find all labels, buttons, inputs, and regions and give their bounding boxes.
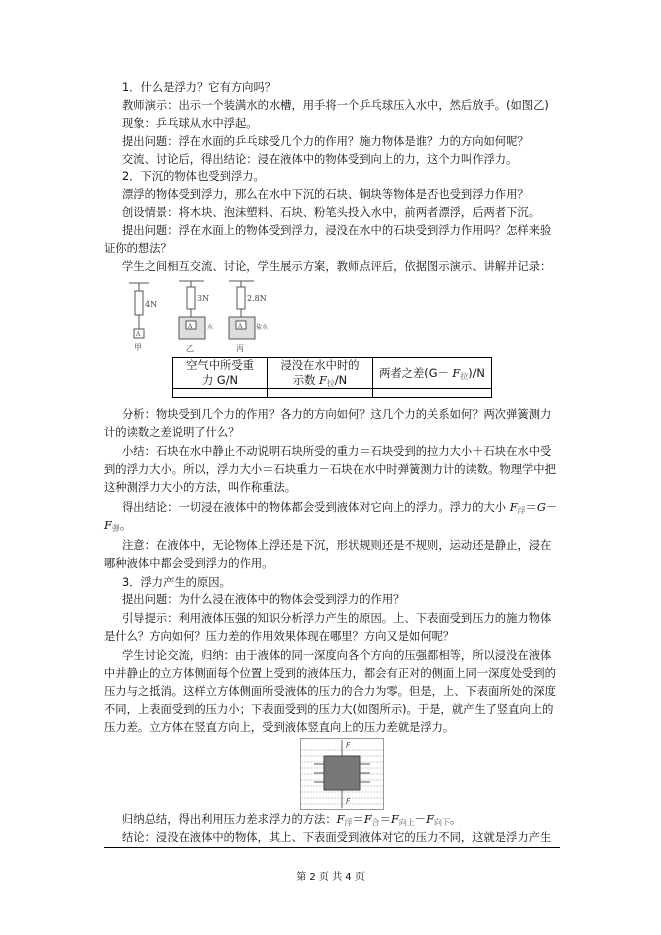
paragraph: 结论：浸没在液体中的物体，其上、下表面受到液体对它的压力不同，这就是浮力产生 bbox=[122, 831, 552, 844]
op: ＝ bbox=[525, 501, 537, 514]
var: F bbox=[363, 813, 372, 826]
reading-jia: 4N bbox=[145, 300, 158, 309]
header-text: 浸没在水中时的 bbox=[280, 359, 360, 372]
header-cell bbox=[173, 358, 268, 389]
header-cell bbox=[268, 358, 373, 389]
op: 。 bbox=[449, 813, 462, 826]
page-number: 第 2 页 共 4 页 bbox=[296, 872, 365, 883]
header-text: )/N bbox=[468, 366, 485, 380]
block-label: A bbox=[136, 331, 141, 338]
paragraph: 哪种液体中都会受到浮力的作用。 bbox=[104, 557, 274, 570]
paragraph: 学生讨论交流，归纳：由于液体的同一深度向各个方向的压强都相等，所以浸没在液体 bbox=[122, 649, 552, 662]
cell bbox=[268, 389, 373, 398]
header-text: 示数 bbox=[292, 374, 320, 387]
subscript: 向上 bbox=[398, 818, 415, 827]
table-header-row bbox=[173, 358, 492, 389]
footer-divider bbox=[104, 847, 560, 848]
header-cell bbox=[373, 358, 492, 389]
figure-label: 乙 bbox=[186, 344, 194, 353]
paragraph: 提出问题：浮在水面上的物体受到浮力，浸没在水中的石块受到浮力作用吗？怎样来验 bbox=[122, 224, 552, 237]
paragraph bbox=[104, 518, 131, 534]
block-label: A bbox=[188, 323, 193, 330]
liquid-label: 水 bbox=[207, 324, 214, 331]
reading-bing: 2.8N bbox=[247, 294, 267, 303]
figure-label: 丙 bbox=[236, 344, 244, 353]
cell bbox=[373, 389, 492, 398]
subscript: 弹 bbox=[111, 524, 120, 533]
op: ＝ bbox=[352, 813, 364, 826]
paragraph: 证你的想法？ bbox=[104, 242, 172, 255]
paragraph: 小结：石块在水中静止不动说明石块所受的重力＝石块受到的拉力大小＋石块在水中受 bbox=[122, 445, 552, 458]
header-text: 两者之差(G－ bbox=[379, 366, 453, 380]
subscript: 拉 bbox=[326, 379, 335, 388]
paragraph: 注意：在液体中，无论物体上浮还是下沉，形状规则还是不规则，运动还是静止，浸在 bbox=[122, 539, 552, 552]
op: 。 bbox=[119, 519, 132, 532]
data-table bbox=[172, 357, 492, 398]
heading-2: 2．下沉的物体也受到浮力。 bbox=[122, 170, 265, 183]
paragraph: 创设情景：将木块、泡沫塑料、石块、粉笔头投入水中，前两者漂浮，后两者下沉。 bbox=[122, 206, 540, 219]
header-text: 力 G/N bbox=[202, 374, 238, 387]
table-row bbox=[173, 389, 492, 398]
subscript: 拉 bbox=[460, 371, 469, 381]
subscript: 浮 bbox=[344, 818, 353, 827]
paragraph: 是什么？方向如何？压力差的作用效果体现在哪里？方向又是如何呢？ bbox=[104, 630, 455, 643]
paragraph bbox=[122, 812, 461, 828]
var: F bbox=[104, 519, 112, 532]
op: － bbox=[414, 813, 427, 826]
heading-1: 1．什么是浮力？它有方向吗？ bbox=[122, 81, 277, 94]
paragraph: 提出问题：浮在水面的乒乓球受几个力的作用？施力物体是谁？力的方向如何呢？ bbox=[122, 135, 529, 148]
force-down-label: F bbox=[346, 741, 351, 750]
paragraph: 到的浮力大小。所以，浮力大小＝石块重力－石块在水中时弹簧测力计的读数。物理学中把 bbox=[104, 463, 556, 476]
paragraph: 学生之间相互交流、讨论，学生展示方案，教师点评后，依据图示演示、讲解并记录： bbox=[122, 260, 552, 273]
paragraph: 压力差。立方体在竖直方向上，受到液体竖直向上的压力差就是浮力。 bbox=[104, 721, 455, 734]
paragraph: 计的读数之差说明了什么？ bbox=[104, 426, 240, 439]
op: － bbox=[545, 501, 558, 514]
paragraph: 教师演示：出示一个装满水的水槽，用手将一个乒乓球压入水中，然后放手。(如图乙) bbox=[122, 99, 549, 112]
subscript: 合 bbox=[371, 818, 380, 827]
var: G bbox=[536, 501, 546, 514]
subscript: 浮 bbox=[517, 506, 526, 515]
text: 归纳总结，得出利用压力差求浮力的方法： bbox=[122, 813, 337, 826]
var: F bbox=[452, 366, 461, 380]
op: ＝ bbox=[379, 813, 391, 826]
reading-yi: 3N bbox=[197, 294, 210, 303]
figure-label: 甲 bbox=[134, 343, 142, 352]
pressure-difference-figure bbox=[300, 738, 384, 810]
paragraph: 分析：物块受到几个力的作用？各力的方向如何？这几个力的关系如何？两次弹簧测力 bbox=[122, 408, 552, 421]
header-text: 空气中所受重 bbox=[186, 359, 254, 372]
force-up-label: F bbox=[346, 797, 351, 806]
heading-3: 3．浮力产生的原因。 bbox=[122, 576, 231, 589]
block-label: A bbox=[238, 323, 243, 330]
paragraph: 这种测浮力大小的方法，叫作称重法。 bbox=[104, 481, 297, 494]
subscript: 向下 bbox=[433, 818, 450, 827]
paragraph: 引导提示：利用液体压强的知识分析浮力产生的原因。上、下表面受到压力的施力物体 bbox=[122, 612, 552, 625]
var: F bbox=[426, 813, 434, 826]
spring-scale-figure bbox=[124, 279, 269, 355]
paragraph: 提出问题：为什么浸在液体中的物体会受到浮力的作用？ bbox=[122, 593, 405, 606]
var: F bbox=[319, 374, 327, 387]
var: F bbox=[390, 813, 399, 826]
cell bbox=[173, 389, 268, 398]
paragraph bbox=[122, 500, 557, 516]
paragraph: 交流、讨论后，得出结论：浸在液体中的物体受到向上的力，这个力叫作浮力。 bbox=[122, 153, 518, 166]
paragraph: 现象：乒乓球从水中浮起。 bbox=[122, 117, 258, 130]
paragraph: 中并静止的立方体侧面每个位置上受到的液体压力，都会有正对的侧面上同一深度处受到的 bbox=[104, 667, 556, 680]
var: F bbox=[336, 813, 345, 826]
var: F bbox=[509, 501, 518, 514]
paragraph: 压力与之抵消。这样立方体侧面所受液体的压力的合力为零。但是，上、下表面所处的深度 bbox=[104, 685, 556, 698]
header-text: /N bbox=[334, 374, 348, 387]
paragraph: 不同，上表面受到的压力小；下表面受到的压力大(如图所示)。于是，就产生了竖直向上的 bbox=[104, 703, 554, 716]
paragraph: 漂浮的物体受到浮力，那么在水中下沉的石块、铜块等物体是否也受到浮力作用？ bbox=[122, 188, 529, 201]
liquid-label: 盐水 bbox=[256, 324, 269, 331]
text: 得出结论：一切浸在液体中的物体都会受到液体对它向上的浮力。浮力的大小 bbox=[122, 501, 510, 514]
